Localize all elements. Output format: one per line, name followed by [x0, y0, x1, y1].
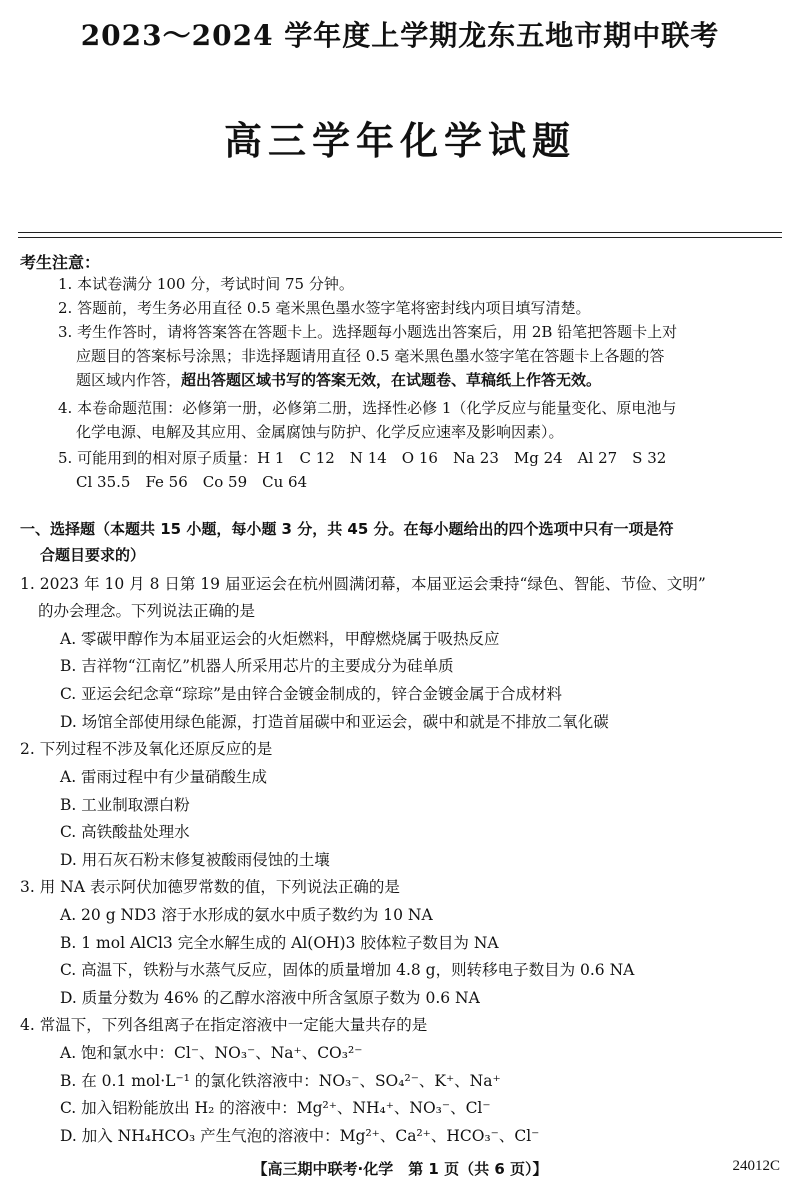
notice-item-5-line-2: Cl 35.5 Fe 56 Co 59 Cu 64: [76, 473, 308, 491]
q4-option-d: D. 加入 NH₄HCO₃ 产生气泡的溶液中：Mg²⁺、Ca²⁺、HCO₃⁻、Cl⁻: [60, 1127, 540, 1145]
divider-top: [18, 232, 782, 233]
subject-title: 高三学年化学试题: [223, 118, 576, 163]
q3-option-a: A. 20 g ND3 溶于水形成的氨水中质子数约为 10 NA: [60, 906, 433, 924]
q1-stem-line-2: 的办会理念。下列说法正确的是: [38, 602, 256, 620]
page-footer: 【高三期中联考·化学 第 1 页（共 6 页）】: [252, 1160, 548, 1178]
q1-option-a: A. 零碳甲醇作为本届亚运会的火炬燃料，甲醇燃烧属于吸热反应: [60, 630, 500, 648]
q4-stem: 4. 常温下，下列各组离子在指定溶液中一定能大量共存的是: [20, 1016, 428, 1034]
q3-option-b: B. 1 mol AlCl3 完全水解生成的 Al(OH)3 胶体粒子数目为 NA: [60, 934, 499, 952]
notice-item-3-prefix: 题区域内作答，: [76, 371, 182, 389]
q3-option-c: C. 高温下，铁粉与水蒸气反应，固体的质量增加 4.8 g，则转移电子数目为 0.6 NA: [60, 961, 635, 979]
notice-heading: 考生注意：: [20, 253, 101, 272]
q3-option-d: D. 质量分数为 46% 的乙醇水溶液中所含氢原子数为 0.6 NA: [60, 989, 480, 1007]
q3-stem: 3. 用 NA 表示阿伏加德罗常数的值，下列说法正确的是: [20, 878, 400, 896]
exam-code: 24012C: [732, 1158, 780, 1174]
exam-header-title: 2023～2024 学年度上学期龙东五地市期中联考: [80, 19, 720, 52]
notice-item-2: 2. 答题前，考生务必用直径 0.5 毫米黑色墨水签字笔将密封线内项目填写清楚。: [58, 299, 591, 317]
q2-option-b: B. 工业制取漂白粉: [60, 796, 190, 814]
notice-item-1: 1. 本试卷满分 100 分，考试时间 75 分钟。: [58, 275, 354, 293]
q2-option-d: D. 用石灰石粉末修复被酸雨侵蚀的土壤: [60, 851, 330, 869]
q2-stem: 2. 下列过程不涉及氧化还原反应的是: [20, 740, 273, 758]
q1-option-c: C. 亚运会纪念章“琮琮”是由锌合金镀金制成的，锌合金镀金属于合成材料: [60, 685, 563, 703]
section-1-heading-line-2: 合题目要求的）: [40, 546, 146, 564]
q1-stem-line-1: 1. 2023 年 10 月 8 日第 19 届亚运会在杭州圆满闭幕，本届亚运会秉持“绿色、智能、节俭、文明”: [20, 575, 706, 593]
divider-bottom: [18, 237, 782, 238]
notice-item-3-emphasis: 超出答题区域书写的答案无效，在试题卷、草稿纸上作答无效。: [181, 371, 602, 389]
q2-option-a: A. 雷雨过程中有少量硝酸生成: [60, 768, 268, 786]
q4-option-a: A. 饱和氯水中：Cl⁻、NO₃⁻、Na⁺、CO₃²⁻: [60, 1044, 363, 1062]
notice-item-5-line-1: 5. 可能用到的相对原子质量：H 1 C 12 N 14 O 16 Na 23 Mg 24 Al 27 S 32: [58, 449, 667, 467]
notice-item-3-line-1: 3. 考生作答时，请将答案答在答题卡上。选择题每小题选出答案后，用 2B 铅笔把答题卡上对: [58, 323, 678, 341]
q1-option-d: D. 场馆全部使用绿色能源，打造首届碳中和亚运会，碳中和就是不排放二氧化碳: [60, 713, 609, 731]
notice-item-3-line-3: [76, 370, 601, 390]
notice-item-4-line-1: 4. 本卷命题范围：必修第一册，必修第二册，选择性必修 1（化学反应与能量变化、原电池与: [58, 399, 677, 417]
notice-item-4-line-2: 化学电源、电解及其应用、金属腐蚀与防护、化学反应速率及影响因素）。: [76, 423, 564, 441]
q2-option-c: C. 高铁酸盐处理水: [60, 823, 190, 841]
section-1-heading-line-1: 一、选择题（本题共 15 小题，每小题 3 分，共 45 分。在每小题给出的四个选项中只有一项是符: [20, 520, 674, 538]
notice-item-3-line-2: 应题目的答案标号涂黑；非选择题请用直径 0.5 毫米黑色墨水签字笔在答题卡上各题的答: [76, 347, 665, 365]
q4-option-c: C. 加入铝粉能放出 H₂ 的溶液中：Mg²⁺、NH₄⁺、NO₃⁻、Cl⁻: [60, 1099, 491, 1117]
q1-option-b: B. 吉祥物“江南忆”机器人所采用芯片的主要成分为硅单质: [60, 657, 454, 675]
q4-option-b: B. 在 0.1 mol·L⁻¹ 的氯化铁溶液中：NO₃⁻、SO₄²⁻、K⁺、Na⁺: [60, 1072, 501, 1090]
